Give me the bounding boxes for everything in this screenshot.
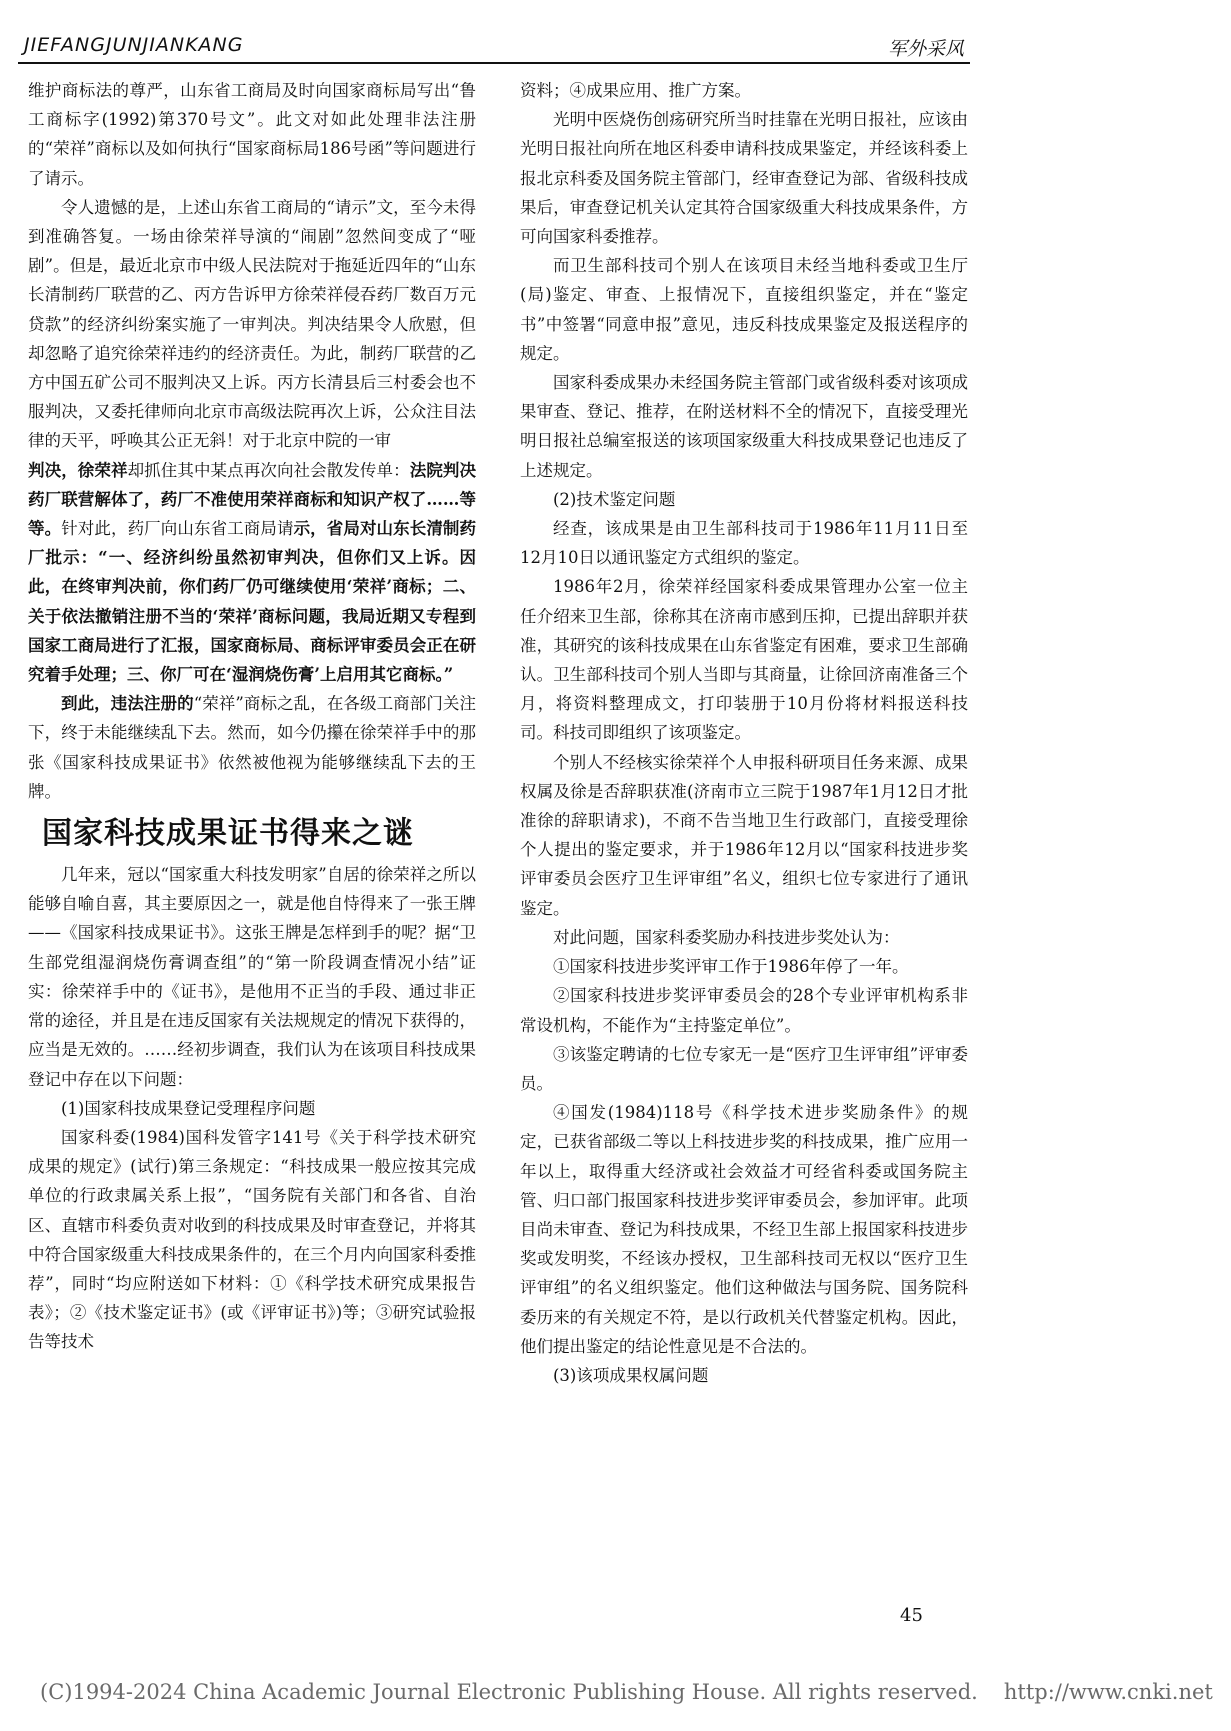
paragraph: 资料；④成果应用、推广方案。 — [520, 81, 751, 100]
journal-name: JIEFANGJUNJIANKANG — [24, 34, 244, 56]
paragraph — [28, 689, 476, 806]
text: 针对此，药厂向山东省工商局请 — [61, 519, 294, 539]
bold-text: 判决，徐荣祥 — [28, 460, 128, 480]
paragraph: 光明中医烧伤创疡研究所当时挂靠在光明日报社，应该由光明日报社向所在地区科委申请科技成果鉴定，并经该科委上报北京科委及国务院主管部门，经审查登记为部、省级科技成果后，审查登记机关认定其符合国家级重大科技成果条件，方可向国家科委推荐。 — [520, 110, 968, 247]
source-url: http://www.cnki.net — [1003, 1680, 1213, 1704]
copyright-text: (C)1994-2024 China Academic Journal Electronic Publishing House. All rights reserved. — [40, 1680, 978, 1704]
subheading: (1)国家科技成果登记受理程序问题 — [61, 1098, 316, 1118]
page-number: 45 — [900, 1605, 923, 1626]
bold-text: 法院判决药厂联营解体了，药厂不准使用荣祥商标和知识产权了……等等。 — [28, 460, 477, 539]
paragraph: 国家科委成果办未经国务院主管部门或省级科委对该项成果审查、登记、推荐，在附送材料不全的情况下，直接受理光明日报社总编室报送的该项国家级重大科技成果登记也违反了上述规定。 — [520, 373, 968, 480]
bold-text: 示，省局对山东长清制药厂批示： — [28, 519, 477, 568]
copyright-footer — [40, 1680, 1213, 1704]
paragraph: 经查，该成果是由卫生部科技司于1986年11月11日至12月10日以通讯鉴定方式组织的鉴定。 — [520, 519, 968, 568]
subheading: (3)该项成果权属问题 — [553, 1365, 709, 1385]
paragraph: 个别人不经核实徐荣祥个人申报科研项目任务来源、成果权属及徐是否辞职获准(济南市立三院于1987年1月12日才批准徐的辞职请求)，不商不告当地卫生行政部门，直接受理徐个人提出的鉴定要求，并于1986年12月以“国家科技进步奖评审委员会医疗卫生评审组”名义，组织七位专家进行了通讯鉴定。 — [520, 752, 968, 918]
paragraph: 维护商标法的尊严，山东省工商局及时向国家商标局写出“鲁工商标字(1992)第370号文”。此文对如此处理非法注册的“荣祥”商标以及如何执行“国家商标局186号函”等问题进行了请示。 — [28, 81, 476, 188]
page-header — [18, 34, 970, 64]
paragraph — [28, 456, 476, 690]
left-column — [28, 76, 476, 1357]
text: “荣祥”商标之乱，在各级工商部门关注下，终于未能继续乱下去。然而，如今仍攥在徐荣祥手中的那张《国家科技成果证书》依然被他视为能够继续乱下去的王牌。 — [28, 694, 477, 801]
paragraph: ②国家科技进步奖评审委员会的28个专业评审机构系非常设机构，不能作为“主持鉴定单位”。 — [520, 986, 968, 1035]
paragraph: 而卫生部科技司个别人在该项目未经当地科委或卫生厅(局)鉴定、审查、上报情况下，直接组织鉴定，并在“鉴定书”中签署“同意申报”意见，违反科技成果鉴定及报送程序的规定。 — [520, 256, 968, 363]
subheading: (2)技术鉴定问题 — [553, 489, 676, 509]
bold-text: 到此，违法注册的 — [61, 694, 194, 714]
paragraph: 对此问题，国家科委奖励办科技进步奖处认为： — [553, 927, 900, 947]
section-heading: 国家科技成果证书得来之谜 — [42, 816, 414, 852]
paragraph: ③该鉴定聘请的七位专家无一是“医疗卫生评审组”评审委员。 — [520, 1044, 968, 1093]
bold-text: “一、经济纠纷虽然初审判决，但你们又上诉。因此，在终审判决前，你们药厂仍可继续使用‘荣祥’商标；二、关于依法撤销注册不当的‘荣祥’商标问题，我局近期又专程到国家工商局进行了汇报，国家商标局、商标评审委员会正在研究着手处理；三、你厂可在‘湿润烧伤膏’上启用其它商标。” — [28, 548, 477, 685]
column-title: 军外采风 — [887, 38, 964, 60]
paragraph: 几年来，冠以“国家重大科技发明家”自居的徐荣祥之所以能够自喻自喜，其主要原因之一，就是他自恃得来了一张王牌——《国家科技成果证书》。这张王牌是怎样到手的呢？据“卫生部党组湿润烧伤膏调查组”的“第一阶段调查情况小结”证实：徐荣祥手中的《证书》，是他用不正当的手段、通过非正常的途径，并且是在违反国家有关法规规定的情况下获得的，应当是无效的。……经初步调查，我们认为在该项目科技成果登记中存在以下问题： — [28, 865, 476, 1089]
paragraph: 令人遗憾的是，上述山东省工商局的“请示”文，至今未得到准确答复。一场由徐荣祥导演的“闹剧”忽然间变成了“哑剧”。但是，最近北京市中级人民法院对于拖延近四年的“山东长清制药厂联营的乙、丙方告诉甲方徐荣祥侵吞药厂数百万元贷款”的经济纠纷案实施了一审判决。判决结果令人欣慰，但却忽略了追究徐荣祥违约的经济责任。为此，制药厂联营的乙方中国五矿公司不服判决又上诉。丙方长清县后三村委会也不服判决，又委托律师向北京市高级法院再次上诉，公众注目法律的天平，呼唤其公正无斜！对于北京中院的一审 — [28, 197, 476, 451]
paragraph: ④国发(1984)118号《科学技术进步奖励条件》的规定，已获省部级二等以上科技进步奖的科技成果，推广应用一年以上，取得重大经济或社会效益才可经省科委或国务院主管、归口部门报国家科技进步奖评审委员会，参加评审。此项目尚未审查、登记为科技成果，不经卫生部上报国家科技进步奖或发明奖，不经该办授权，卫生部科技司无权以“医疗卫生评审组”的名义组织鉴定。他们这种做法与国务院、国务院科委历来的有关规定不符，是以行政机关代替鉴定机构。因此，他们提出鉴定的结论性意见是不合法的。 — [520, 1103, 968, 1356]
paragraph: 国家科委(1984)国科发管字141号《关于科学技术研究成果的规定》(试行)第三条规定：“科技成果一般应按其完成单位的行政隶属关系上报”，“国务院有关部门和各省、自治区、直辖市科委负责对收到的科技成果及时审查登记，并将其中符合国家级重大科技成果条件的，在三个月内向国家科委推荐”，同时“均应附送如下材料：①《科学技术研究成果报告表》；②《技术鉴定证书》(或《评审证书》)等；③研究试验报告等技术 — [28, 1127, 476, 1352]
right-column — [520, 76, 968, 1390]
paragraph: 1986年2月，徐荣祥经国家科委成果管理办公室一位主任介绍来卫生部，徐称其在济南市感到压抑，已提出辞职并获准，其研究的该科技成果在山东省鉴定有困难，要求卫生部确认。卫生部科技司个别人当即与其商量，让徐回济南准备三个月，将资料整理成文，打印装册于10月份将材料报送科技司。科技司即组织了该项鉴定。 — [520, 577, 968, 743]
text: 却抓住其中某点再次向社会散发传单： — [127, 460, 410, 480]
paragraph: ①国家科技进步奖评审工作于1986年停了一年。 — [553, 957, 909, 977]
